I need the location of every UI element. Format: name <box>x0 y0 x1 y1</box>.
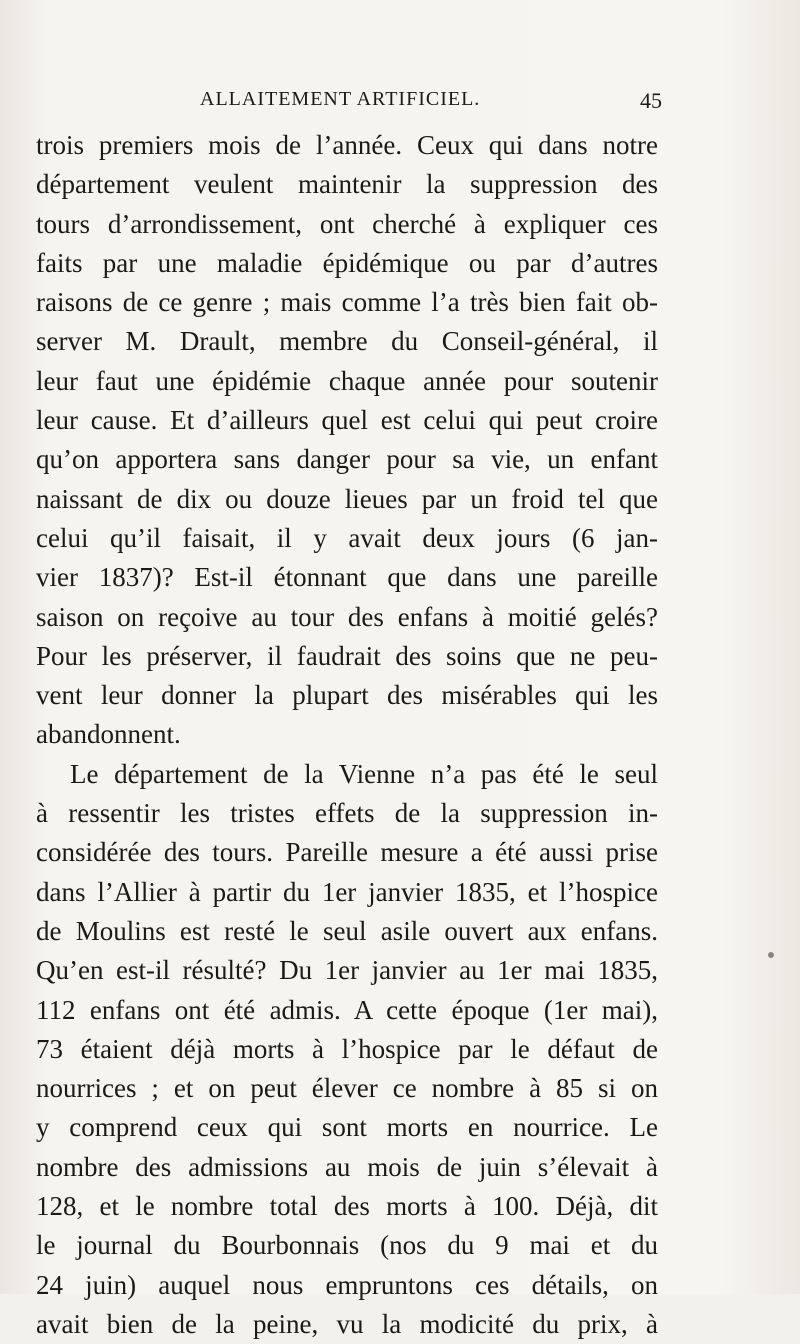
text-line: à ressentir les tristes effets de la suppression in- <box>36 798 658 829</box>
text-line: 24 juin) auquel nous empruntons ces détails, on <box>36 1269 658 1300</box>
text-line: Pour les préserver, il faudrait des soins que ne peu- <box>36 640 658 671</box>
text-line: Le département de la Vienne n’a pas été le seul <box>70 758 658 789</box>
body-text <box>36 126 658 1344</box>
text-line: faits par une maladie épidémique ou par d’autres <box>36 247 658 278</box>
page-speck <box>768 952 774 958</box>
text-line: y comprend ceux qui sont morts en nourrice. Le <box>36 1112 658 1143</box>
text-line: 112 enfans ont été admis. A cette époque (1er mai), <box>36 994 658 1025</box>
page-header <box>200 88 662 118</box>
text-line: 73 étaient déjà morts à l’hospice par le défaut de <box>36 1033 658 1064</box>
text-line: trois premiers mois de l’année. Ceux qui dans notre <box>36 130 658 160</box>
text-line: avait bien de la peine, vu la modicité du prix, à <box>36 1308 658 1339</box>
running-head: ALLAITEMENT ARTIFICIEL. <box>200 88 481 110</box>
page-number: 45 <box>640 88 662 113</box>
text-line: abandonnent. <box>36 719 181 750</box>
text-line: département veulent maintenir la suppression des <box>36 169 658 200</box>
text-line: leur faut une épidémie chaque année pour soutenir <box>36 365 658 396</box>
text-line: 128, et le nombre total des morts à 100. Déjà, dit <box>36 1191 658 1222</box>
text-line: le journal du Bourbonnais (nos du 9 mai et du <box>36 1230 658 1261</box>
text-line: server M. Drault, membre du Conseil-général, il <box>36 326 658 357</box>
text-line: vier 1837)? Est-il étonnant que dans une pareille <box>36 562 658 593</box>
text-line: leur cause. Et d’ailleurs quel est celui qui peut croire <box>36 405 658 436</box>
text-line: Qu’en est-il résulté? Du 1er janvier au 1er mai 1835, <box>36 955 658 986</box>
text-line: de Moulins est resté le seul asile ouvert aux enfans. <box>36 915 658 946</box>
text-line: tours d’arrondissement, ont cherché à expliquer ces <box>36 208 658 239</box>
text-line: qu’on apportera sans danger pour sa vie, un enfant <box>36 444 658 475</box>
text-line: raisons de ce genre ; mais comme l’a très bien fait ob- <box>36 287 658 318</box>
text-line: naissant de dix ou douze lieues par un froid tel que <box>36 483 658 514</box>
text-line: nombre des admissions au mois de juin s’élevait à <box>36 1151 658 1182</box>
text-line: nourrices ; et on peut élever ce nombre à 85 si on <box>36 1073 658 1104</box>
text-line: celui qu’il faisait, il y avait deux jours (6 jan- <box>36 522 658 553</box>
text-line: dans l’Allier à partir du 1er janvier 1835, et l’hospice <box>36 876 658 907</box>
text-line: vent leur donner la plupart des misérables qui les <box>36 680 658 711</box>
text-line: saison on reçoive au tour des enfans à moitié gelés? <box>36 601 658 632</box>
text-line: considérée des tours. Pareille mesure a été aussi prise <box>36 837 658 868</box>
